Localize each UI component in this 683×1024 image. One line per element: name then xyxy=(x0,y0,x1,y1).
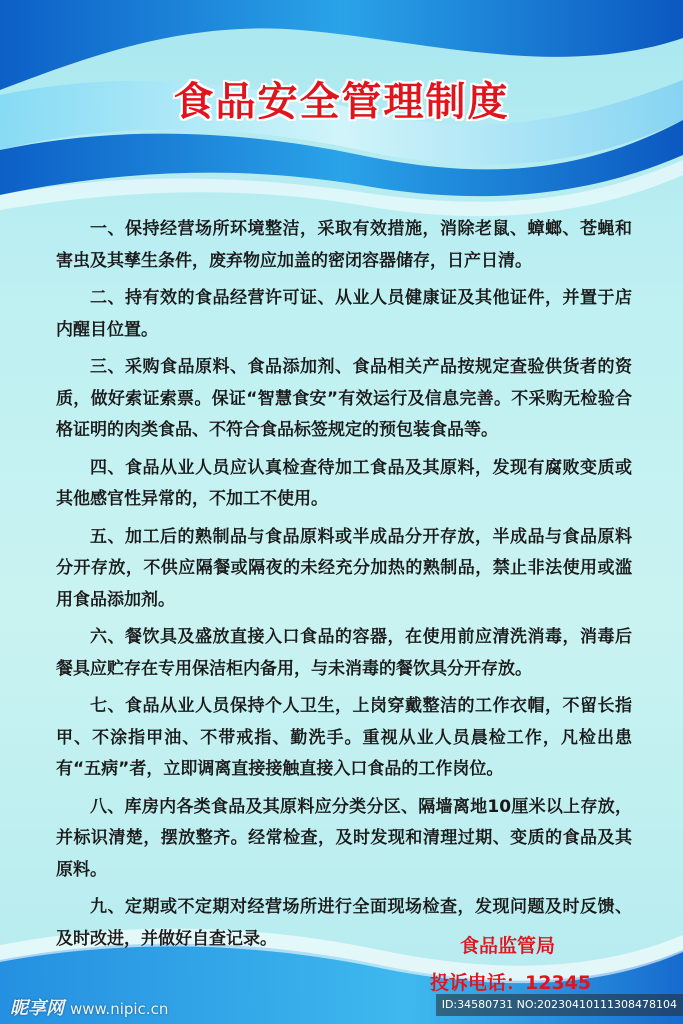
complaint-hotline: 投诉电话：12345 xyxy=(430,972,592,994)
regulation-item-2: 二、持有效的食品经营许可证、从业人员健康证及其他证件，并置于店内醒目位置。 xyxy=(56,288,632,340)
regulation-item-7: 七、食品从业人员保持个人卫生，上岗穿戴整洁的工作衣帽，不留长指甲、不涂指甲油、不带戒指、勤洗手。重视从业人员晨检工作，凡检出患有“五病”者，立即调离直接接触直接入口食品的工作岗位。 xyxy=(56,696,632,779)
authority-name: 食品监管局 xyxy=(460,935,556,957)
regulation-item-5: 五、加工后的熟制品与食品原料或半成品分开存放，半成品与食品原料分开存放，不供应隔餐或隔夜的未经充分加热的熟制品，禁止非法使用或滥用食品添加剂。 xyxy=(56,526,632,610)
regulation-body xyxy=(56,214,632,961)
regulation-item-6: 六、餐饮具及盛放直接入口食品的容器，在使用前应清洗消毒，消毒后餐具应贮存在专用保洁柜内备用，与未消毒的餐饮具分开存放。 xyxy=(56,627,632,679)
watermark-id-strip: ID:34580731 NO:20230410111308478104 xyxy=(436,994,683,1016)
regulation-item-1: 一、保持经营场所环境整洁，采取有效措施，消除老鼠、蟑螂、苍蝇和害虫及其孳生条件，废弃物应加盖的密闭容器储存，日产日清。 xyxy=(56,219,632,271)
regulation-item-4: 四、食品从业人员应认真检查待加工食品及其原料，发现有腐败变质或其他感官性异常的，不加工不使用。 xyxy=(56,457,632,509)
regulation-item-9: 九、定期或不定期对经营场所进行全面现场检查，发现问题及时反馈、及时改进，并做好自查记录。 xyxy=(56,897,632,949)
regulation-item-8: 八、库房内各类食品及其原料应分类分区、隔墙离地10厘米以上存放，并标识清楚，摆放整齐。经常检查，及时发现和清理过期、变质的食品及其原料。 xyxy=(56,796,632,880)
regulation-item-3: 三、采购食品原料、食品添加剂、食品相关产品按规定查验供货者的资质，做好索证索票。保证“智慧食安”有效运行及信息完善。不采购无检验合格证明的肉类食品、不符合食品标签规定的预包装食品等。 xyxy=(56,357,632,440)
watermark-logo xyxy=(10,994,168,1020)
watermark-logo-text: 昵享网 xyxy=(10,998,64,1019)
page-title: 食品安全管理制度 xyxy=(173,79,510,125)
watermark-url: www.nipic.cn xyxy=(70,1000,169,1018)
